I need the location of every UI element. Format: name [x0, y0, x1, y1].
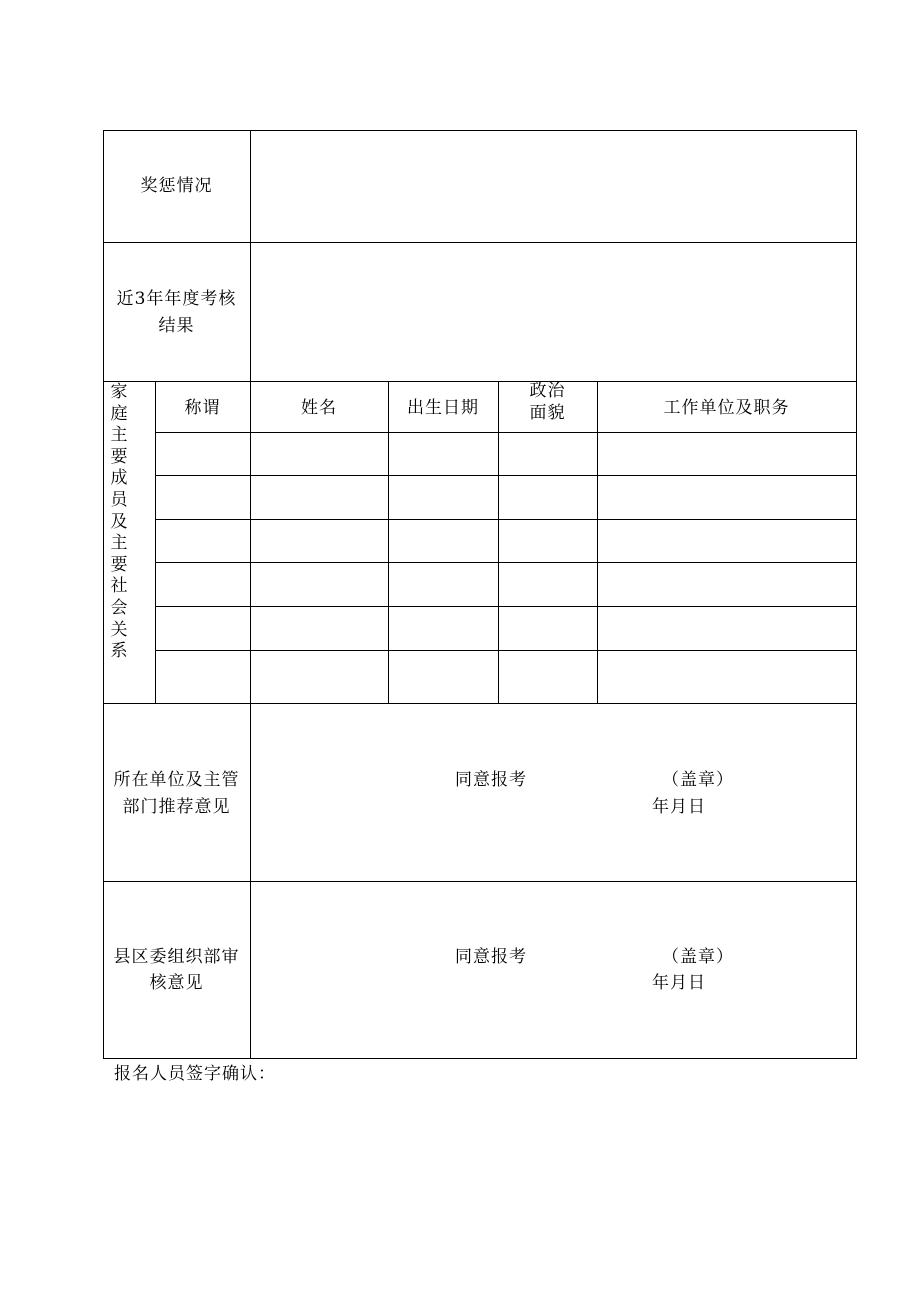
family-row-divider	[155, 650, 857, 651]
family-row-divider	[155, 519, 857, 520]
family-col-divider	[388, 381, 389, 703]
header-relation: 称谓	[184, 398, 221, 418]
family-row-divider	[155, 432, 857, 433]
table-bottom-border	[103, 1058, 857, 1059]
header-birth-date: 出生日期	[407, 398, 479, 418]
family-side-divider	[155, 381, 156, 703]
county-opinion-agree: 同意报考	[455, 947, 527, 967]
unit-opinion-agree: 同意报考	[455, 770, 527, 790]
signature-label: 报名人员签字确认：	[114, 1064, 276, 1084]
table-left-border	[103, 130, 104, 1059]
unit-opinion-seal: （盖章）	[662, 770, 734, 790]
table-right-border	[856, 130, 857, 1059]
county-opinion-label-line2: 核意见	[149, 973, 204, 993]
unit-opinion-label-line2: 部门推荐意见	[122, 797, 231, 817]
row-divider	[103, 703, 857, 704]
row-divider	[103, 881, 857, 882]
rewards-label: 奖惩情况	[140, 176, 213, 196]
annual-review-value-cell[interactable]	[251, 243, 856, 381]
family-col-divider	[498, 381, 499, 703]
annual-review-label-line2: 结果	[158, 316, 195, 336]
county-opinion-seal: （盖章）	[662, 947, 734, 967]
rewards-value-cell[interactable]	[251, 131, 856, 242]
header-political-line1: 政治	[529, 381, 566, 401]
family-row-divider	[155, 606, 857, 607]
header-work-position: 工作单位及职务	[663, 398, 790, 418]
annual-review-label-line1: 近3年年度考核	[116, 289, 237, 309]
unit-opinion-label-line1: 所在单位及主管	[113, 770, 240, 790]
family-row-divider	[155, 475, 857, 476]
county-opinion-date: 年月日	[652, 973, 706, 993]
family-col-divider	[597, 381, 598, 703]
header-political-line2: 面貌	[529, 403, 566, 423]
row-divider	[103, 381, 857, 382]
county-opinion-label-line1: 县区委组织部审	[113, 947, 240, 967]
family-side-label: 家庭主要成员及主要社会关系	[110, 382, 128, 662]
unit-opinion-date: 年月日	[652, 797, 706, 817]
family-row-divider	[155, 562, 857, 563]
header-name: 姓名	[301, 398, 337, 418]
